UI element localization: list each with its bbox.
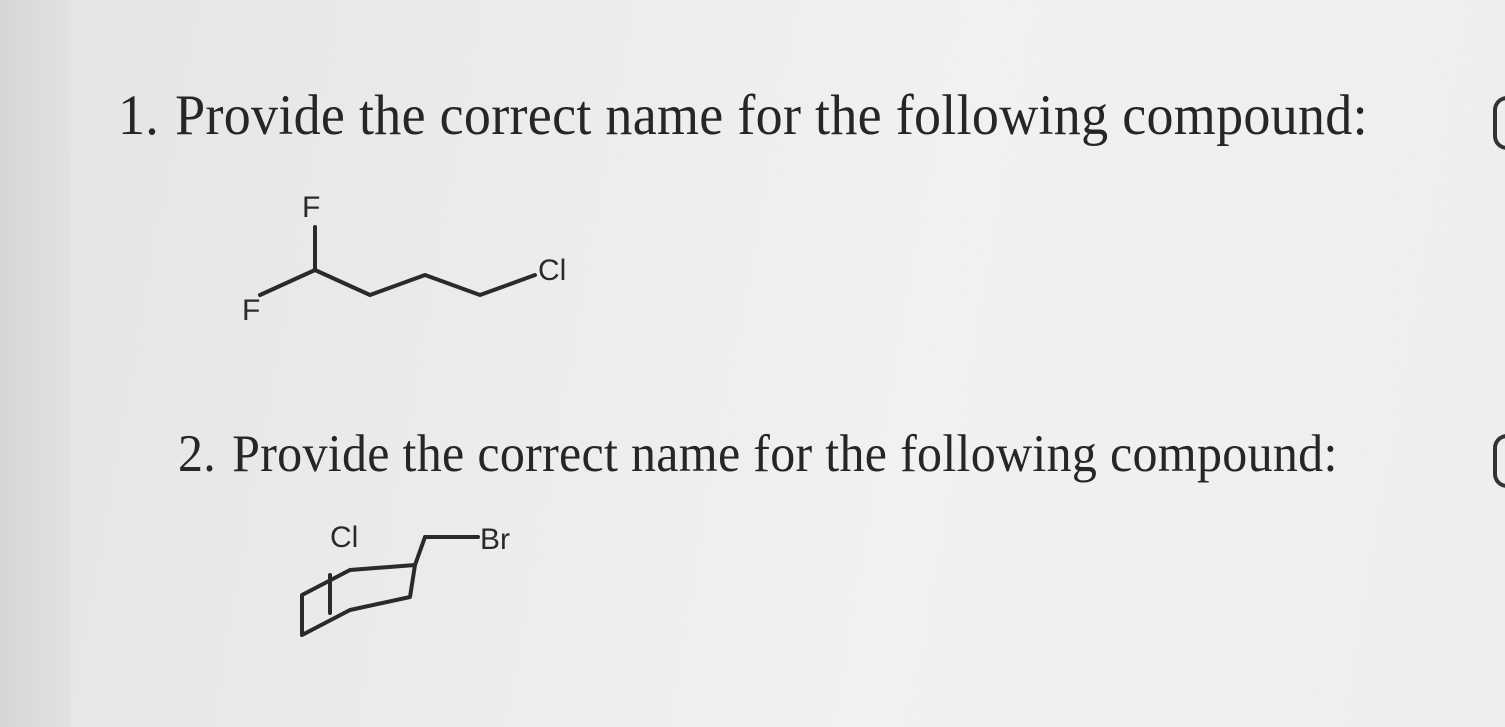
compound-1-atom-f-left: F xyxy=(242,294,261,327)
question-2 xyxy=(178,423,1338,484)
compound-1-structure xyxy=(230,175,630,335)
compound-2-atom-br: Br xyxy=(480,525,510,556)
question-1-prompt: Provide the correct name for the following compound: xyxy=(175,83,1368,147)
compound-1-carbon-chain xyxy=(260,270,535,295)
compound-2-ring xyxy=(302,565,415,635)
compound-1-atom-f-top: F xyxy=(302,191,321,224)
question-2-cutoff-paren xyxy=(1493,434,1505,488)
compound-1-atom-cl: Cl xyxy=(538,254,567,287)
question-1 xyxy=(118,82,1368,147)
compound-2-structure xyxy=(280,525,580,645)
compound-2-atom-cl: Cl xyxy=(330,525,359,554)
question-2-number: 2. xyxy=(178,423,217,483)
question-2-prompt: Provide the correct name for the following compound: xyxy=(232,423,1338,483)
question-1-cutoff-paren xyxy=(1493,96,1505,150)
compound-2-br-linker xyxy=(415,537,425,565)
question-1-number: 1. xyxy=(118,83,160,147)
